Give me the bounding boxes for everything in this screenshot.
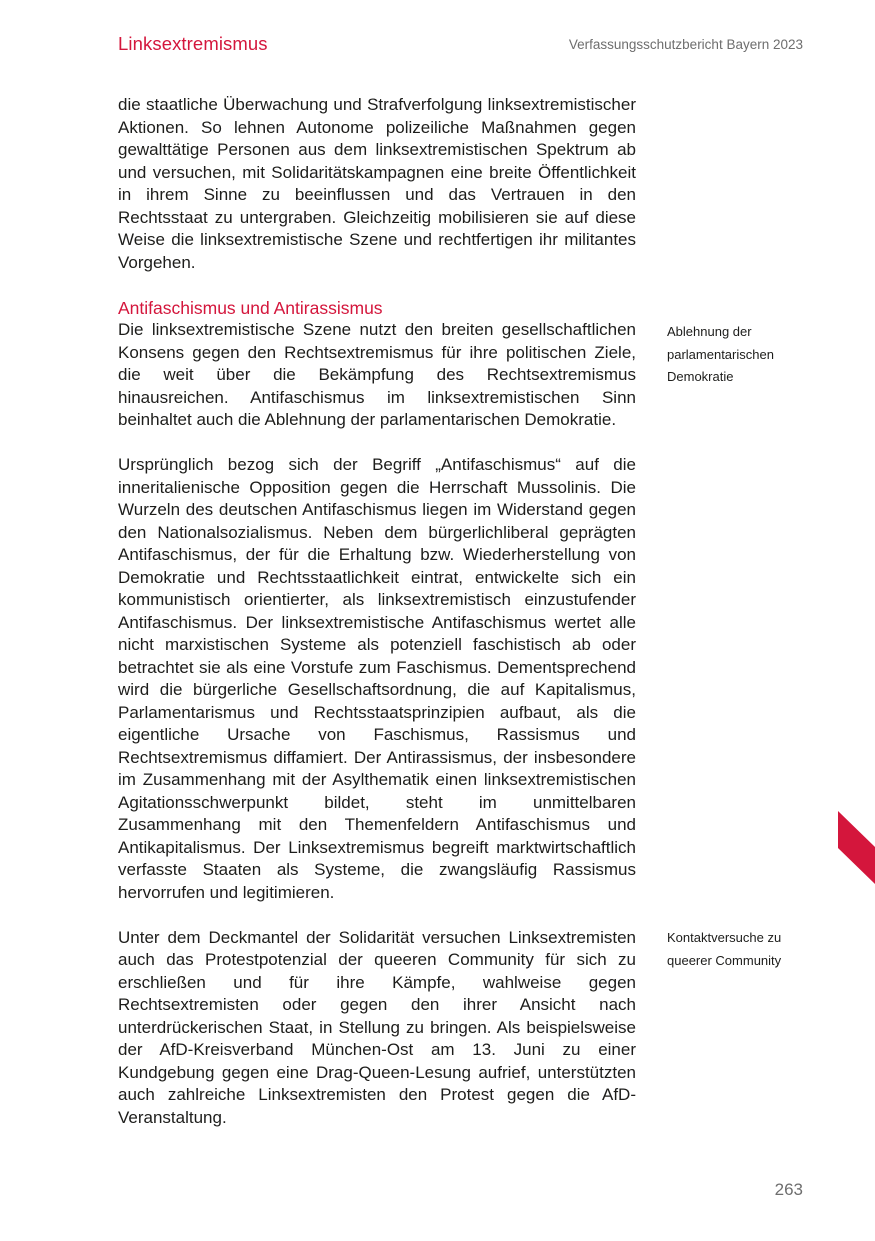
chapter-tab-marker	[838, 811, 875, 884]
section-heading: Antifaschismus und Antirassismus	[118, 297, 383, 318]
margin-note-line: Ablehnung der	[667, 324, 752, 339]
paragraph-3: Unter dem Deckmantel der Solidarität versuchen Linksextremisten auch das Protestpotenzial der queeren Community für sich zu erschließen und für ihre Kämpfe, wahlweise gegen Rechtsextremisten oder gegen den ihrer Ansicht nach unterdrückerischen Staat, in Stellung zu bringen. Als beispielsweise der AfD-Kreisverband München-Ost am 13. Juni zu einer Kundgebung gegen eine Drag-Queen-Lesung aufrief, unterstützten auch zahlreiche Linksextremisten den Protest gegen die AfD-Veranstaltung.	[118, 927, 636, 1127]
margin-note-line: Demokratie	[667, 369, 734, 384]
chapter-tab-shape	[838, 811, 875, 884]
margin-note-line: parlamentarischen	[667, 346, 774, 362]
margin-note-line: Kontaktversuche zu	[667, 930, 782, 945]
margin-note-democracy	[667, 321, 817, 389]
page-number: 263	[774, 1180, 803, 1199]
margin-note-queer-community	[667, 927, 817, 972]
main-text-column	[118, 94, 636, 1129]
intro-paragraph: die staatliche Überwachung und Strafverfolgung linksextremistischer Aktionen. So lehnen Autonome polizeiliche Maßnahmen gegen gewalttätige Personen aus dem linksextremistischen Spektrum ab und versuchen, mit Solidaritätskampagnen eine breite Öffentlichkeit in ihrem Sinne zu beeinflussen und das Vertrauen in den Rechtsstaat zu untergraben. Gleichzeitig mobilisieren sie auf diese Weise die linksextremistische Szene und rechtfertigen ihr militantes Vorgehen.	[118, 95, 636, 272]
paragraph-2: Ursprünglich bezog sich der Begriff „Antifaschismus“ auf die inneritalienische Opposition gegen die Herrschaft Mussolinis. Die Wurzeln des deutschen Antifaschismus liegen im Widerstand gegen den Nationalsozialismus. Neben dem bürgerlichliberal geprägten Antifaschismus, der für die Erhaltung bzw. Wiederherstellung von Demokratie und Rechtsstaatlichkeit eintrat, entwickelte sich ein kommunistisch orientierter, als linksextremistisch einzustufender Antifaschismus. Der linksextremistische Antifaschismus wertet alle nicht marxistischen Systeme als potenziell faschistisch ab oder betrachtet sie als eine Vorstufe zum Faschismus. Dementsprechend wird die bürgerliche Gesellschaftsordnung, die auf Kapitalismus, Parlamentarismus und Rechtsstaatsprinzipien aufbaut, als die eigentliche Ursache von Faschismus, Rassismus und Rechtsextremismus diffamiert. Der Antirassismus, der insbesondere im Zusammenhang mit der Asylthematik einen linksextremistischen Agitationsschwerpunkt bildet, steht im unmittelbaren Zusammenhang mit den Themenfeldern Antifaschismus und Antikapitalismus. Der Linksextremismus begreift marktwirtschaftlich verfasste Staaten als Systeme, die zwangsläufig Rassismus hervorrufen und legitimieren.	[118, 455, 636, 902]
paragraph-1: Die linksextremistische Szene nutzt den breiten gesellschaftlichen Konsens gegen den Rechtsextremismus für ihre politischen Ziele, die weit über die Bekämpfung des Rechtsextremismus hinausreichen. Antifaschismus im linksextremistischen Sinn beinhaltet auch die Ablehnung der parlamentarischen Demokratie.	[118, 320, 636, 429]
report-title: Verfassungsschutzbericht Bayern 2023	[568, 37, 803, 52]
margin-note-line: queerer Community	[667, 952, 782, 968]
section-title: Linksextremismus	[118, 33, 268, 54]
